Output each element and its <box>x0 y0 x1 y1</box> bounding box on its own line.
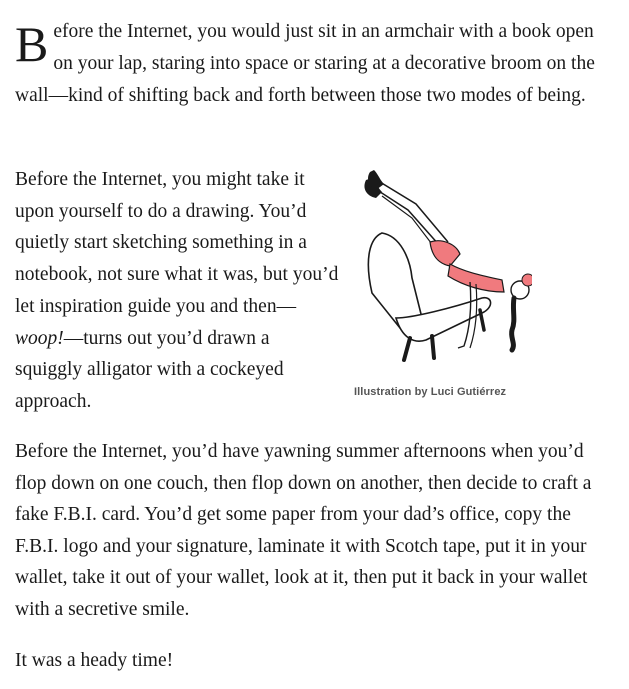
paragraph-drawing-emphasis: woop! <box>15 327 64 349</box>
paragraph-drawing <box>15 164 340 418</box>
illustration-caption: Illustration by Luci Gutiérrez <box>354 386 507 398</box>
armchair-illustration <box>352 168 532 368</box>
paragraph-drawing-text-1: Before the Internet, you might take it upon yourself to do a drawing. You’d quietly start sketching something in a notebook, not sure what it was, but you’d let inspiration guide you and then— <box>15 169 339 317</box>
paragraph-heady-time: It was a heady time! <box>15 650 174 671</box>
paragraph-fbi-card: Before the Internet, you’d have yawning summer afternoons when you’d flop down on one couch, then flop down on another, then decide to craft a fake F.B.I. card. You’d get some paper from your dad’s office, copy the F.B.I. logo and your signature, laminate it with Scotch tape, put it in your wallet, take it out of your wallet, look at it, then put it back in your wallet with a secretive smile. <box>15 441 592 620</box>
drop-cap: B <box>15 16 49 72</box>
illustration-figure <box>352 168 532 408</box>
paragraph-drawing-text-2: —turns out you’d drawn a squiggly alligator with a cockeyed approach. <box>15 327 284 412</box>
paragraph-armchair <box>15 16 615 112</box>
paragraph-armchair-text: efore the Internet, you would just sit in an armchair with a book open on your lap, staring into space or staring at a decorative broom on the wall—kind of shifting back and forth between those two modes of being. <box>15 21 595 106</box>
